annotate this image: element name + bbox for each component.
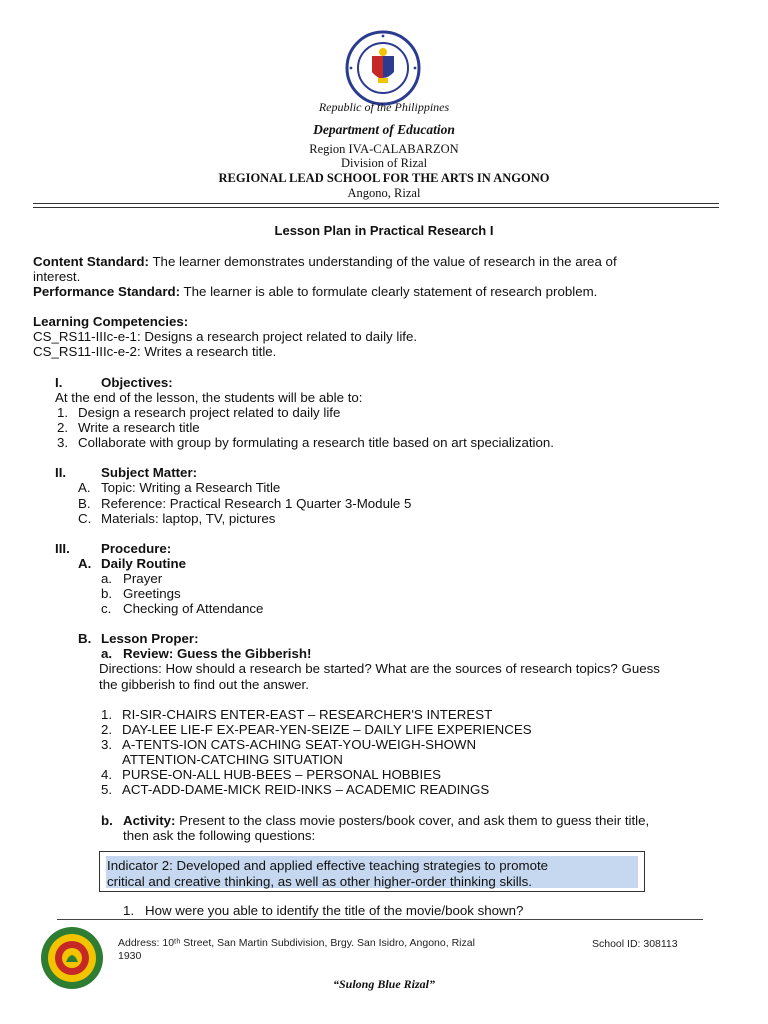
competencies-label: Learning Competencies: bbox=[33, 314, 189, 329]
content-standard-text: The learner demonstrates understanding of the value of research in the area of bbox=[148, 254, 617, 269]
objective-item: Collaborate with group by formulating a research title based on art specialization. bbox=[78, 435, 554, 450]
directions-text-cont: the gibberish to find out the answer. bbox=[99, 677, 309, 692]
competency-item: CS_RS11-IIIc-e-1: Designs a research project related to daily life. bbox=[33, 329, 418, 344]
lesson-proper-label: Lesson Proper: bbox=[101, 631, 199, 646]
routine-num: a. bbox=[101, 571, 113, 586]
objectives-intro: At the end of the lesson, the students will be able to: bbox=[55, 390, 363, 405]
activity-text: Present to the class movie posters/book cover, and ask them to guess their title, bbox=[175, 813, 650, 828]
deped-seal bbox=[345, 30, 421, 106]
competency-item: CS_RS11-IIIc-e-2: Writes a research title. bbox=[33, 344, 277, 359]
activity-label: Activity: bbox=[123, 813, 176, 828]
gibberish-num: 2. bbox=[101, 722, 113, 737]
gibberish-num: 4. bbox=[101, 767, 113, 782]
review-label: Review: Guess the Gibberish! bbox=[123, 646, 312, 661]
content-standard bbox=[33, 254, 617, 269]
subject-item: Topic: Writing a Research Title bbox=[101, 480, 281, 495]
daily-routine-num: A. bbox=[78, 556, 92, 571]
review-num: a. bbox=[101, 646, 113, 661]
department-line: Department of Education bbox=[313, 122, 455, 137]
subject-item: Materials: laptop, TV, pictures bbox=[101, 511, 276, 526]
activity-text-cont: then ask the following questions: bbox=[123, 828, 316, 843]
directions-text: Directions: How should a research be started? What are the sources of research topics? Guess bbox=[99, 661, 660, 676]
content-standard-label: Content Standard: bbox=[33, 254, 149, 269]
question-text: How were you able to identify the title of the movie/book shown? bbox=[145, 903, 524, 918]
gibberish-item: PURSE-ON-ALL HUB-BEES – PERSONAL HOBBIES bbox=[122, 767, 441, 782]
division-line: Division of Rizal bbox=[340, 156, 428, 170]
gibberish-item: ACT-ADD-DAME-MICK REID-INKS – ACADEMIC READINGS bbox=[122, 782, 490, 797]
subject-num: II. bbox=[55, 465, 67, 480]
gibberish-item: DAY-LEE LIE-F EX-PEAR-YEN-SEIZE – DAILY LIFE EXPERIENCES bbox=[122, 722, 532, 737]
header-divider bbox=[33, 203, 719, 204]
footer-address-cont: 1930 bbox=[118, 950, 142, 962]
objective-num: 3. bbox=[57, 435, 69, 450]
routine-num: b. bbox=[101, 586, 113, 601]
subject-item-num: C. bbox=[78, 511, 92, 526]
activity-num: b. bbox=[101, 813, 113, 828]
gibberish-item-cont: ATTENTION-CATCHING SITUATION bbox=[122, 752, 343, 767]
subject-label: Subject Matter: bbox=[101, 465, 198, 480]
performance-standard-label: Performance Standard: bbox=[33, 284, 181, 299]
lesson-title: Lesson Plan in Practical Research I bbox=[274, 223, 494, 238]
routine-num: c. bbox=[101, 601, 112, 616]
footer-address: Address: 10ᵗʰ Street, San Martin Subdivision, Brgy. San Isidro, Angono, Rizal bbox=[118, 937, 475, 949]
objectives-label: Objectives: bbox=[101, 375, 173, 390]
objectives-num: I. bbox=[55, 375, 63, 390]
location-line: Angono, Rizal bbox=[347, 186, 421, 200]
footer-rule bbox=[57, 919, 703, 920]
objective-num: 2. bbox=[57, 420, 69, 435]
gibberish-item: A-TENTS-ION CATS-ACHING SEAT-YOU-WEIGH-SHOWN bbox=[122, 737, 477, 752]
question-num: 1. bbox=[123, 903, 135, 918]
objective-num: 1. bbox=[57, 405, 69, 420]
objective-item: Design a research project related to daily life bbox=[78, 405, 341, 420]
procedure-num: III. bbox=[55, 541, 70, 556]
seal-icon bbox=[345, 30, 421, 106]
gibberish-num: 3. bbox=[101, 737, 113, 752]
routine-item: Checking of Attendance bbox=[123, 601, 264, 616]
republic-line: Republic of the Philippines bbox=[318, 100, 450, 114]
footer-school-id: School ID: 308113 bbox=[592, 938, 678, 950]
gibberish-num: 1. bbox=[101, 707, 113, 722]
footer-motto: “Sulong Blue Rizal” bbox=[332, 977, 436, 991]
performance-standard-text: The learner is able to formulate clearly statement of research problem. bbox=[180, 284, 598, 299]
header-divider-thin bbox=[33, 207, 719, 208]
procedure-label: Procedure: bbox=[101, 541, 172, 556]
subject-item-num: B. bbox=[78, 496, 91, 511]
gibberish-num: 5. bbox=[101, 782, 113, 797]
gibberish-item: RI-SIR-CHAIRS ENTER-EAST – RESEARCHER'S INTEREST bbox=[122, 707, 493, 722]
content-standard-cont: interest. bbox=[33, 269, 81, 284]
school-line: REGIONAL LEAD SCHOOL FOR THE ARTS IN ANGONO bbox=[218, 171, 550, 185]
indicator-text: Indicator 2: Developed and applied effective teaching strategies to promote bbox=[107, 858, 549, 873]
lesson-proper-num: B. bbox=[78, 631, 92, 646]
activity-line bbox=[123, 813, 649, 828]
performance-standard bbox=[33, 284, 597, 299]
daily-routine-label: Daily Routine bbox=[101, 556, 186, 571]
region-line: Region IVA-CALABARZON bbox=[309, 142, 459, 156]
indicator-text-cont: critical and creative thinking, as well as other higher-order thinking skills. bbox=[107, 874, 532, 889]
subject-item-num: A. bbox=[78, 480, 91, 495]
objective-item: Write a research title bbox=[78, 420, 200, 435]
routine-item: Prayer bbox=[123, 571, 163, 586]
subject-item: Reference: Practical Research 1 Quarter 3-Module 5 bbox=[101, 496, 412, 511]
routine-item: Greetings bbox=[123, 586, 181, 601]
